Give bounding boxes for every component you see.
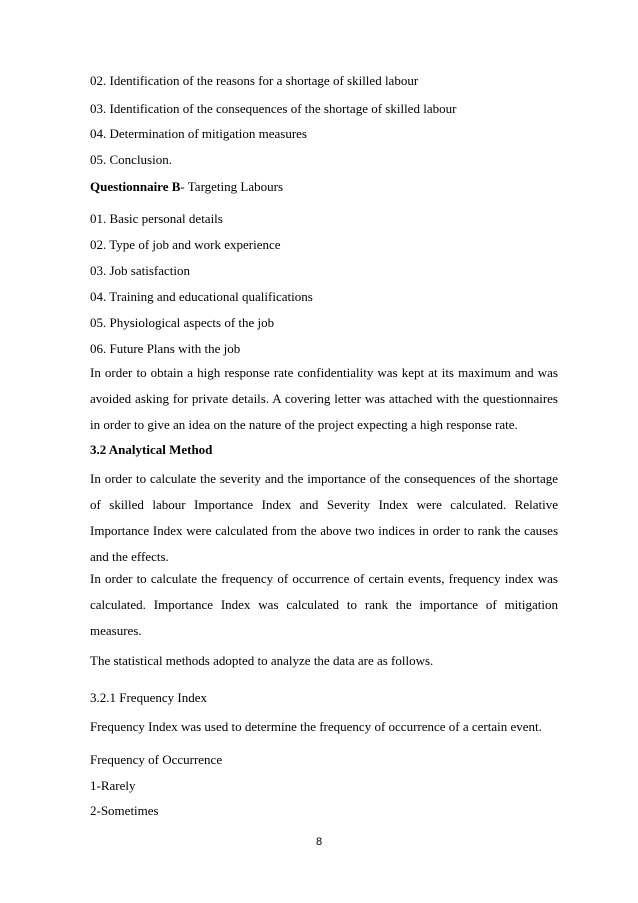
list-item-personal-details: 01. Basic personal details xyxy=(90,211,223,226)
paragraph-statistical-methods: The statistical methods adopted to analyze the data are as follows. xyxy=(90,653,434,668)
list-item-job-type: 02. Type of job and work experience xyxy=(90,237,281,252)
list-item-mitigation: 04. Determination of mitigation measures xyxy=(90,126,307,141)
list-item-training: 04. Training and educational qualifications xyxy=(90,289,313,304)
frequency-scale-title: Frequency of Occurrence xyxy=(90,752,223,767)
frequency-scale-rarely: 1-Rarely xyxy=(90,778,136,793)
section-heading-analytical-method: 3.2 Analytical Method xyxy=(90,442,213,457)
page-number: 8 xyxy=(315,836,323,848)
subsection-heading-frequency-index: 3.2.1 Frequency Index xyxy=(90,690,207,705)
questionnaire-b-suffix: - Targeting Labours xyxy=(180,179,284,194)
paragraph-severity: In order to calculate the severity and the importance of the consequences of the shortage of skilled labour Importance Index and Severity Index were calculated. Relative Importance Index were calculated from the above two indices in order to rank the causes and the effects. xyxy=(90,471,558,564)
list-item-job-satisfaction: 03. Job satisfaction xyxy=(90,263,191,278)
questionnaire-b-heading xyxy=(90,179,283,195)
list-item-future-plans: 06. Future Plans with the job xyxy=(90,341,241,356)
list-item-reasons: 02. Identification of the reasons for a shortage of skilled labour xyxy=(90,73,419,88)
paragraph-frequency: In order to calculate the frequency of occurrence of certain events, frequency index was calculated. Importance Index was calculated to rank the importance of mitigation measures. xyxy=(90,571,558,638)
questionnaire-b-label: Questionnaire B xyxy=(90,179,181,194)
paragraph-frequency-index: Frequency Index was used to determine the frequency of occurrence of a certain event. xyxy=(90,719,542,734)
paragraph-confidentiality: In order to obtain a high response rate confidentiality was kept at its maximum and was avoided asking for private details. A covering letter was attached with the questionnaires in order to give an idea on the nature of the project expecting a high response rate. xyxy=(90,365,558,432)
list-item-consequences: 03. Identification of the consequences of the shortage of skilled labour xyxy=(90,101,457,116)
list-item-physiological: 05. Physiological aspects of the job xyxy=(90,315,275,330)
frequency-scale-sometimes: 2-Sometimes xyxy=(90,803,159,818)
list-item-conclusion: 05. Conclusion. xyxy=(90,152,172,167)
